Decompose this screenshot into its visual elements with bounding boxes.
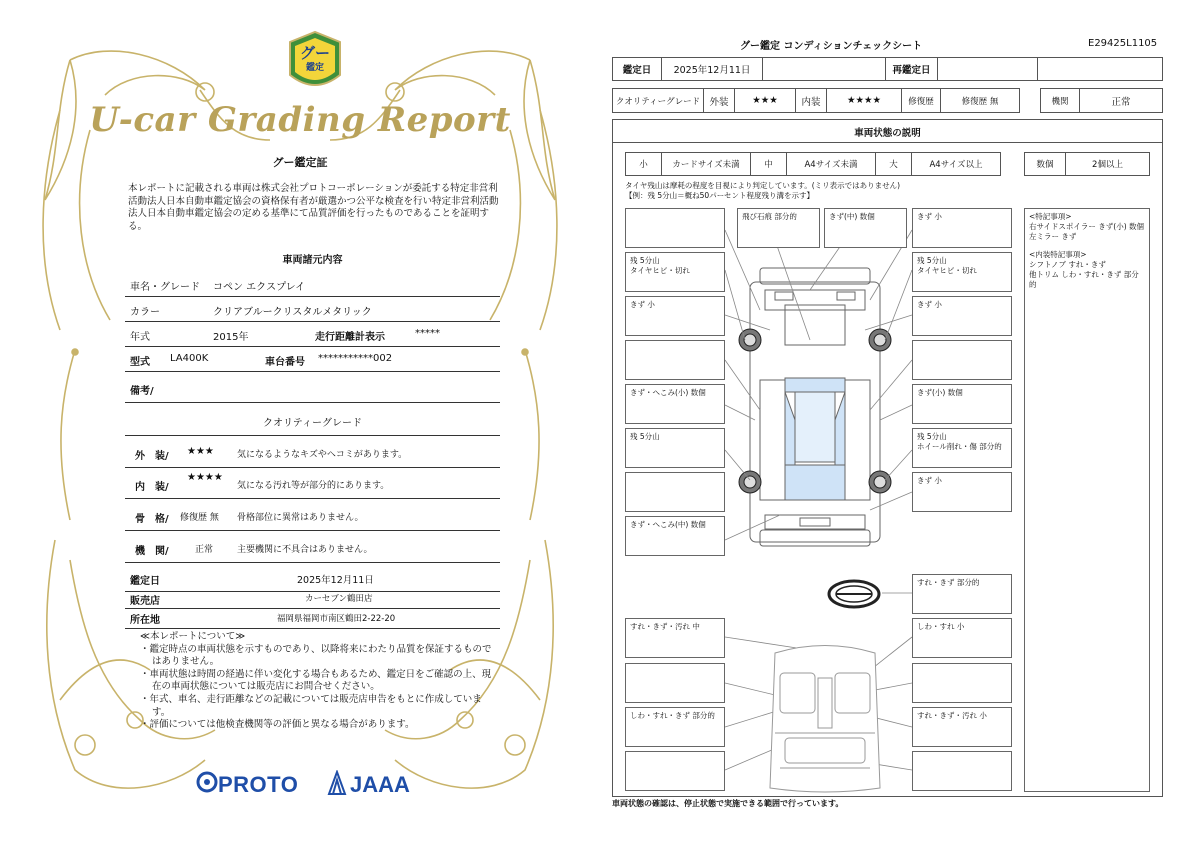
address-value: 福岡県福岡市南区鶴田2-22-20: [277, 614, 396, 624]
spec-row-remarks: [125, 374, 500, 403]
certificate-subtitle: グー鑑定証: [272, 156, 328, 169]
frame-desc: 骨格部位に異常はありません。: [237, 513, 364, 523]
jaaa-logo-icon: [327, 770, 347, 796]
mileage-value: *****: [415, 328, 440, 339]
damage-box: 残 5分山 タイヤヒビ・切れ: [625, 252, 725, 292]
note-item: ・評価については他検査機関等の評価と異なる場合があります。: [140, 719, 415, 731]
frame-label: 骨 格/: [135, 514, 169, 525]
damage-box: 残 5分山: [625, 428, 725, 468]
grade-row-engine: [125, 534, 500, 563]
legend-large-desc: A4サイズ以上: [911, 152, 1001, 176]
shop-value: カーセブン鶴田店: [305, 594, 373, 604]
remarks-label: 備考/: [130, 386, 154, 397]
condition-title: 車両状態の説明: [854, 128, 921, 139]
ext-value: ★★★: [734, 88, 796, 113]
damage-box: きず 小: [912, 296, 1012, 336]
frame-value: 修復歴 無: [180, 513, 219, 523]
special-notes-box: [1024, 208, 1150, 792]
badge-bottom-text: 鑑定: [305, 63, 324, 73]
interior-box: しわ・すれ・きず 部分的: [625, 707, 725, 747]
date-label: 鑑定日: [612, 57, 662, 81]
interior-box: しわ・すれ 小: [912, 618, 1012, 658]
exterior-desc: 気になるようなキズやヘコミがあります。: [237, 450, 408, 460]
legend-small-desc: カードサイズ未満: [661, 152, 751, 176]
notes-title: ≪本レポートについて≫: [140, 631, 246, 642]
damage-box: きず・へこみ(中) 数個: [625, 516, 725, 556]
engine-desc: 主要機関に不具合はありません。: [237, 545, 373, 555]
interior-desc: 気になる汚れ等が部分的にあります。: [237, 481, 390, 491]
address-row: [125, 608, 500, 629]
note-item: ・車両状態は時間の経過に伴い変化する場合もあるため、鑑定日をご確認の上、現在の車両状態については販売店にお問合せください。: [140, 668, 492, 693]
ext-label: 外装: [703, 88, 735, 113]
certificate-intro: 本レポートに記載される車両は株式会社プロトコーポレーションが委託する特定非営利活動法人日本自動車鑑定協会の資格保有者が厳選かつ公平な検査を行い特定非営利活動法人日本自動車鑑定協会の定める基準にて品質評価を行ったものであることを証明する。: [128, 183, 499, 232]
note-item: ・年式、車名、走行距離などの記載については販売店申告をもとに作成しています。: [140, 693, 482, 718]
interior-label: 内 装/: [135, 482, 169, 493]
report-notes: [140, 631, 500, 732]
damage-box: [625, 472, 725, 512]
interior-special-line: シフトノブ すれ・きず: [1029, 260, 1106, 269]
sheet-footer: 車両状態の確認は、停止状態で実施できる範囲で行っています。: [612, 799, 844, 808]
note-item: ・鑑定時点の車両状態を示すものであり、以降将来にわたり品質を保証するものではありません。: [140, 643, 492, 668]
engine-label: 機関: [1040, 88, 1080, 113]
engine-label: 機 関/: [135, 546, 169, 557]
steering-wheel-icon: [826, 578, 882, 610]
report-title: U-car Grading Report: [89, 100, 511, 140]
shop-row: [125, 588, 500, 609]
color-label: カラー: [130, 307, 160, 318]
color-value: クリアブルークリスタルメタリック: [213, 307, 372, 318]
damage-box: きず・へこみ(小) 数個: [625, 384, 725, 424]
condition-check-sheet: [600, 0, 1200, 848]
divider: [125, 435, 500, 436]
sheet-code: E29425L1105: [1088, 38, 1158, 49]
damage-box: 残 5分山 タイヤヒビ・切れ: [912, 252, 1012, 292]
interior-box: すれ・きず・汚れ 小: [912, 707, 1012, 747]
badge-top-text: グー: [299, 44, 330, 62]
interior-box: すれ・きず 部分的: [912, 574, 1012, 614]
legend-mid: 中: [750, 152, 787, 176]
special-line: 右サイドスポイラー きず(小) 数個: [1029, 222, 1145, 231]
model-value: コペン エクスプレイ: [213, 282, 306, 293]
interior-special-title: <内装特記事項>: [1029, 250, 1087, 259]
interior-special-line: 他トリム しわ・すれ・きず 部分的: [1029, 270, 1139, 289]
address-label: 所在地: [130, 615, 160, 626]
engine-value: 正常: [1079, 88, 1163, 113]
grade-row-frame: [125, 502, 500, 531]
damage-box: [625, 340, 725, 380]
date-value: 2025年12月11日: [297, 575, 374, 586]
repair-value: 修復歴 無: [940, 88, 1020, 113]
proto-logo: PROTO: [218, 772, 299, 797]
jaaa-logo: JAAA: [350, 772, 410, 797]
spec-row-model: [125, 272, 500, 297]
interior-box: [625, 751, 725, 791]
interior-box: [912, 663, 1012, 703]
exterior-label: 外 装/: [135, 451, 169, 462]
damage-box: きず(小) 数個: [912, 384, 1012, 424]
legend-count-desc: 2個以上: [1065, 152, 1150, 176]
int-value: ★★★★: [826, 88, 902, 113]
engine-value: 正常: [195, 545, 214, 555]
quality-title: クオリティーグレード: [263, 418, 362, 429]
redate-label: 再鑑定日: [885, 57, 938, 81]
interior-box: [912, 751, 1012, 791]
exterior-stars: ★★★: [187, 446, 214, 457]
shop-label: 販売店: [130, 596, 160, 607]
interior-box: すれ・きず・汚れ 中: [625, 618, 725, 658]
interior-stars: ★★★★: [187, 472, 223, 483]
date-label: 鑑定日: [130, 576, 160, 587]
damage-box: きず(中) 数個: [824, 208, 907, 248]
proto-logo-icon: [196, 770, 218, 796]
damage-box: 飛び石痕 部分的: [737, 208, 820, 248]
legend-small: 小: [625, 152, 662, 176]
damage-box: [625, 208, 725, 248]
spec-row-year: [125, 322, 500, 347]
repair-label: 修復歴: [901, 88, 941, 113]
spec-row-type: [125, 347, 500, 372]
damage-box: [912, 340, 1012, 380]
legend-mid-desc: A4サイズ未満: [786, 152, 876, 176]
damage-box: きず 小: [912, 208, 1012, 248]
type-label: 型式: [130, 357, 150, 368]
tire-note-1: タイヤ残山は摩耗の程度を目視により判定しています。(ミリ表示ではありません): [625, 181, 901, 190]
special-line: 左ミラー きず: [1029, 232, 1077, 241]
specs-title: 車両諸元内容: [282, 255, 343, 266]
type-value: LA400K: [170, 353, 209, 364]
tire-note-2: 【例：残 5分山＝概ね50パーセント程度残り溝を示す】: [625, 191, 815, 200]
grade-row-exterior: [125, 439, 500, 468]
interior-box: [625, 663, 725, 703]
damage-box: 残 5分山 ホイール削れ・傷 部分的: [912, 428, 1012, 468]
date-value: 2025年12月11日: [661, 57, 763, 81]
legend-large: 大: [875, 152, 912, 176]
year-label: 年式: [130, 332, 150, 343]
sheet-title: グー鑑定 コンディションチェックシート: [740, 41, 923, 52]
legend-count: 数個: [1024, 152, 1066, 176]
grade-row-interior: [125, 470, 500, 499]
special-title: <特記事項>: [1029, 212, 1072, 221]
chassis-label: 車台番号: [265, 357, 305, 368]
quality-label: クオリティーグレード: [612, 88, 704, 113]
spec-row-color: [125, 297, 500, 322]
int-label: 内装: [795, 88, 827, 113]
chassis-value: ***********002: [318, 353, 393, 364]
mileage-label: 走行距離計表示: [315, 332, 385, 343]
model-label: 車名・グレード: [130, 282, 200, 293]
interior-car-diagram: [760, 638, 890, 798]
damage-box: きず 小: [912, 472, 1012, 512]
year-value: 2015年: [213, 332, 249, 343]
damage-box: きず 小: [625, 296, 725, 336]
